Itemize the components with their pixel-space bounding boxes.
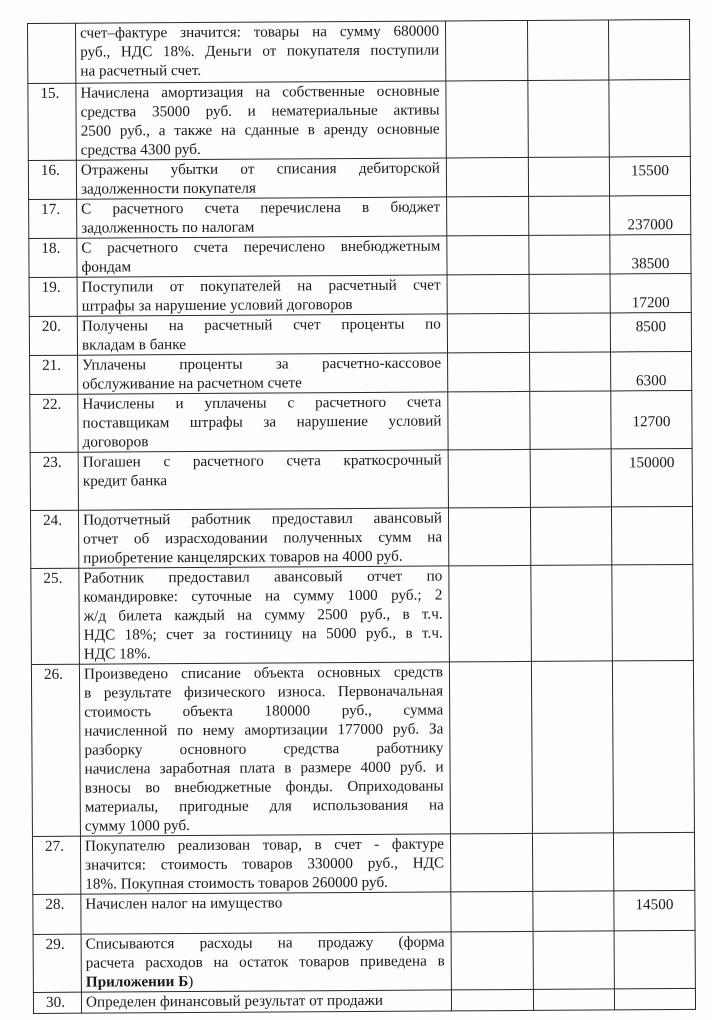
operation-number: 29. — [33, 934, 81, 992]
credit-cell — [531, 661, 613, 833]
operation-number — [28, 23, 76, 83]
operation-number: 24. — [30, 510, 78, 568]
debit-cell — [445, 20, 527, 80]
description-line: С расчетного счета перечислено внебюджетным — [81, 237, 441, 257]
amount-cell — [614, 988, 695, 1009]
operation-description — [77, 314, 447, 355]
debit-cell — [449, 565, 532, 661]
table-row — [32, 832, 694, 894]
debit-cell — [446, 157, 528, 197]
description-line: начислена заработная плата в размере 4000 руб. и — [84, 758, 444, 778]
description-line: Работник предоставил авансовый отчет по — [83, 567, 443, 587]
table-row — [29, 234, 691, 277]
operations-table — [27, 19, 696, 1014]
operation-description — [81, 932, 451, 992]
appendix-reference: Приложении Б — [85, 973, 189, 991]
debit-cell — [448, 391, 530, 449]
description-line: приобретение канцелярских товаров на 4000 руб. — [83, 547, 403, 567]
description-line: руб., НДС 18%. Деньги от покупателя поступили — [80, 41, 440, 61]
description-line: С расчетного счета перечислена в бюджет — [81, 198, 441, 218]
amount-cell: 237000 — [610, 195, 691, 234]
credit-cell — [529, 235, 610, 274]
amount-cell — [613, 832, 694, 890]
credit-cell — [530, 391, 611, 449]
description-line: начисленной по нему амортизации 177000 руб. За — [84, 720, 444, 740]
amount-cell: 38500 — [610, 234, 691, 273]
operation-description — [81, 990, 451, 1013]
description-line: на расчетный счет. — [80, 61, 202, 80]
amount-cell — [608, 19, 689, 79]
amount-cell: 150000 — [611, 448, 692, 506]
description-line: поставщикам штрафы за нарушение условий — [82, 412, 442, 432]
table-row — [28, 19, 690, 83]
description-line: Списываются расходы на продажу (форма — [85, 933, 445, 953]
description-line: расчета расходов на остаток товаров приведена в — [85, 952, 445, 972]
description-line: НДС 18%. — [83, 645, 151, 663]
table-row — [33, 890, 695, 934]
operation-description — [78, 450, 448, 510]
operation-description — [76, 81, 446, 160]
table-row — [30, 351, 692, 394]
credit-cell — [533, 989, 614, 1010]
description-line: счет–фактуре значится: товары на сумму 680000 — [80, 22, 440, 42]
description-line: значится: стоимость товаров 330000 руб., НДС — [85, 854, 445, 874]
operation-description — [76, 21, 446, 83]
operation-number: 16. — [28, 160, 76, 199]
description-line: в результате физического износа. Первоначальная — [84, 682, 444, 702]
description-line: Начислены и уплачены с расчетного счета — [82, 393, 442, 413]
description-line: отчет об израсходовании полученных сумм на — [83, 528, 443, 548]
table-row — [29, 312, 691, 355]
operation-number: 30. — [33, 992, 81, 1013]
operation-number: 18. — [29, 238, 77, 277]
amount-cell: 15500 — [609, 156, 690, 195]
operations-table-body — [28, 19, 696, 1013]
amount-cell: 17200 — [610, 273, 691, 312]
debit-cell — [446, 80, 528, 157]
description-line: договоров — [82, 433, 149, 451]
debit-cell — [451, 931, 533, 989]
description-line: Произведено списание объекта основных средств — [83, 663, 444, 683]
table-row — [31, 564, 694, 664]
credit-cell — [530, 507, 611, 565]
description-line — [86, 970, 445, 991]
operation-description — [80, 834, 450, 894]
operation-number: 28. — [33, 894, 81, 934]
description-line: обслуживание на расчетном счете — [82, 374, 302, 393]
description-line: Покупателю реализован товар, в счет - фактуре — [84, 835, 445, 855]
credit-cell — [530, 449, 611, 507]
description-line: штрафы за нарушение условий договоров — [81, 296, 353, 315]
description-line: ж/д билета каждый на сумму 2500 руб., в т.ч. — [83, 605, 443, 625]
operation-number: 21. — [30, 355, 78, 394]
amount-cell: 8500 — [610, 312, 691, 351]
description-line: Определен финансовый результат от продажи — [85, 991, 384, 1011]
description-line: Погашен с расчетного счета краткосрочный — [82, 451, 442, 471]
operation-description — [78, 508, 448, 568]
amount-cell — [612, 564, 694, 660]
operation-description — [78, 392, 448, 452]
table-row — [29, 273, 691, 316]
debit-cell — [447, 235, 529, 275]
description-line: вкладам в банке — [81, 336, 187, 354]
description-line: разборку основного средства работнику — [84, 739, 444, 759]
operation-description — [77, 236, 447, 277]
operation-number: 23. — [30, 452, 78, 510]
description-line: средства 4300 руб. — [80, 140, 201, 159]
operation-description — [79, 566, 450, 664]
debit-cell — [451, 891, 533, 932]
amount-cell: 6300 — [611, 351, 692, 390]
description-line: средства 35000 руб. и нематериальные активы — [80, 101, 440, 121]
credit-cell — [531, 565, 613, 661]
table-row — [33, 930, 695, 992]
description-line: Уплачены проценты за расчетно-кассовое — [82, 354, 442, 374]
operation-description — [81, 892, 451, 934]
operation-number: 22. — [30, 394, 78, 452]
operation-number: 17. — [29, 199, 77, 238]
operation-description — [76, 158, 446, 199]
description-line: Подотчетный работник предоставил авансовый — [82, 509, 443, 529]
operation-description — [79, 662, 450, 836]
table-row — [28, 156, 690, 199]
description-line: Начислена амортизация на собственные основные — [80, 82, 440, 102]
description-line: командировке: суточные на сумму 1000 руб.; 2 — [83, 586, 443, 606]
amount-cell — [614, 930, 695, 988]
table-row — [30, 506, 692, 568]
description-line: Поступили от покупателей на расчетный счет — [81, 276, 441, 296]
description-line: задолженность по налогам — [81, 218, 255, 237]
debit-cell — [447, 313, 529, 353]
credit-cell — [527, 20, 608, 80]
amount-cell: 12700 — [611, 390, 692, 448]
operation-number: 27. — [32, 836, 80, 894]
operation-number: 15. — [28, 83, 76, 160]
credit-cell — [529, 274, 610, 313]
description-line: стоимость объекта 180000 руб., сумма — [84, 701, 444, 721]
credit-cell — [533, 891, 614, 931]
credit-cell — [528, 80, 609, 157]
table-row — [33, 988, 695, 1013]
description-line: кредит банка — [82, 472, 168, 490]
operation-description — [78, 353, 448, 394]
description-line: 18%. Покупная стоимость товаров 260000 руб. — [85, 873, 388, 893]
debit-cell — [450, 833, 532, 891]
description-line: Получены на расчетный счет проценты по — [81, 315, 441, 335]
amount-cell — [609, 79, 690, 156]
debit-cell — [451, 989, 533, 1011]
description-line: НДС 18%; счет за гостиницу на 5000 руб., в т.ч. — [83, 624, 443, 644]
operation-description — [77, 197, 447, 238]
operation-number: 19. — [29, 277, 77, 316]
amount-cell: 14500 — [614, 890, 695, 930]
credit-cell — [529, 313, 610, 352]
table-row — [30, 390, 692, 452]
operation-number: 25. — [31, 568, 80, 664]
description-line: Отражены убытки от списания дебиторской — [80, 159, 440, 179]
description-line: взносы во внебюджетные фонды. Оприходованы — [84, 777, 444, 797]
credit-cell — [529, 196, 610, 235]
operation-description — [77, 275, 447, 316]
debit-cell — [447, 274, 529, 314]
credit-cell — [533, 931, 614, 989]
description-line: Начислен налог на имущество — [85, 894, 283, 913]
debit-cell — [448, 352, 530, 392]
amount-cell — [612, 660, 694, 832]
table-row — [31, 660, 694, 836]
debit-cell — [448, 449, 530, 507]
credit-cell — [528, 157, 609, 196]
debit-cell — [449, 661, 532, 833]
description-line: фондам — [81, 258, 132, 276]
table-row — [28, 79, 690, 160]
table-row — [30, 448, 692, 510]
description-line: сумму 1000 руб. — [84, 817, 190, 835]
description-line: 2500 руб., а также на сданные в аренду основные — [80, 120, 440, 140]
credit-cell — [530, 352, 611, 391]
credit-cell — [532, 833, 613, 891]
debit-cell — [448, 507, 530, 565]
closing-paren: ) — [188, 973, 194, 991]
operation-number: 20. — [29, 316, 77, 355]
table-row — [29, 195, 691, 238]
description-line: материалы, пригодные для использования на — [84, 796, 444, 816]
description-line: задолженности покупателя — [80, 179, 256, 198]
debit-cell — [447, 196, 529, 236]
operation-number: 26. — [31, 664, 80, 836]
amount-cell — [611, 506, 692, 564]
